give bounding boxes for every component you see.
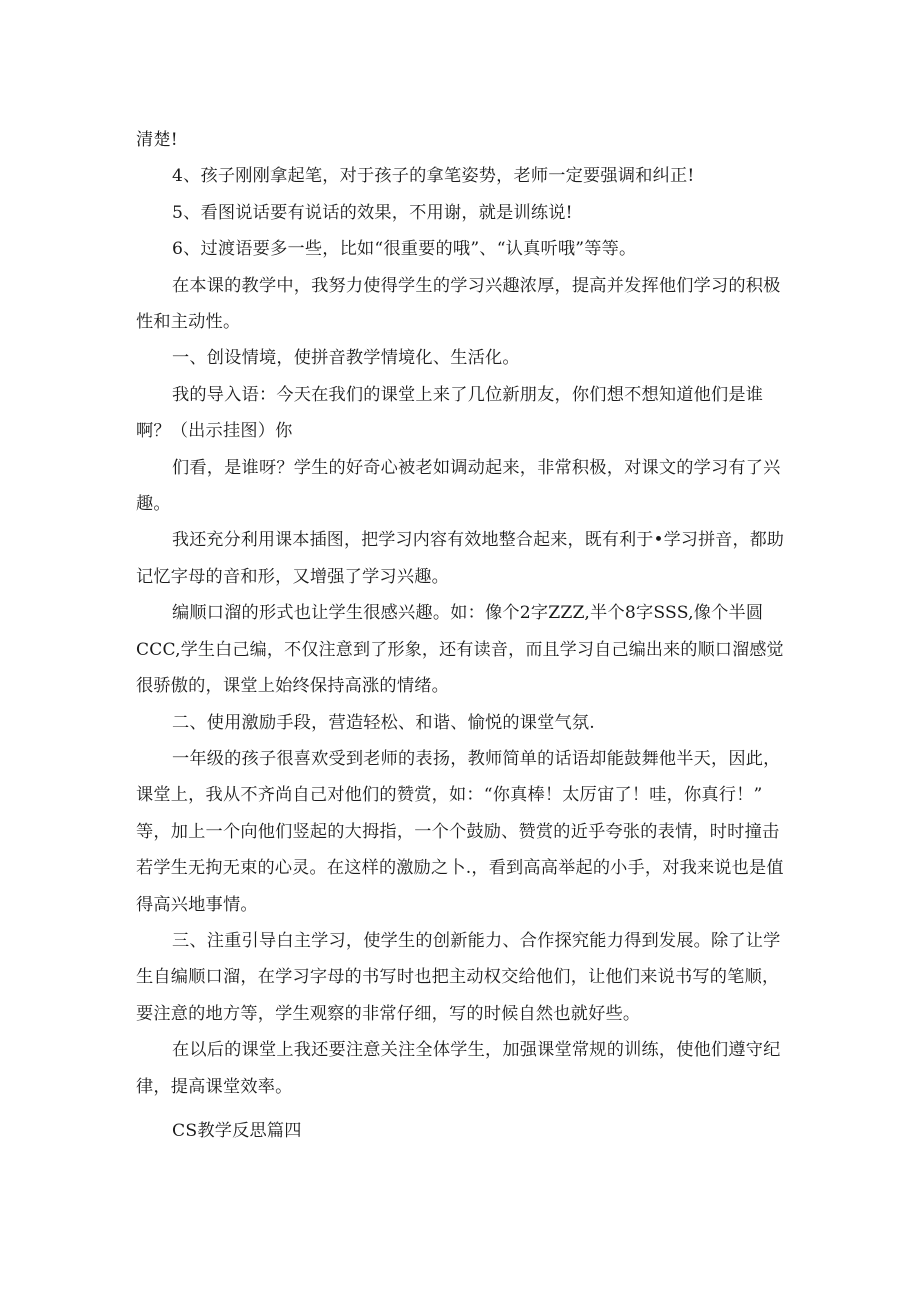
text-line: 在以后的课堂上我还要注意关注全体学生，加强课堂常规的训练，使他们遵守纪 [172,1040,781,1060]
text-line: 们看，是谁呀？学生的好奇心被老如调动起来，非常积极，对课文的学习有了兴 [172,458,781,478]
text-line: 趣。 [136,494,171,514]
text-line: 5、看图说话要有说话的效果，不用谢，就是训练说! [172,203,573,223]
text-line: 6、过渡语要多一些，比如“很重要的哦”、“认真听哦”等等。 [172,239,637,259]
text-line: 编顺口溜的形式也让学生很感兴趣。如：像个2字ZZZ,半个8字SSS,像个半圆 [172,603,764,623]
text-line: 记忆字母的音和形，又增强了学习兴趣。 [136,567,449,587]
text-line: 生自编顺口溜，在学习字母的书写时也把主动权交给他们，让他们来说书写的笔顺， [136,967,780,987]
text-line: 清楚! [136,130,178,150]
text-line: 性和主动性。 [136,312,241,332]
text-line: 课堂上，我从不齐尚自己对他们的赞赏，如：“你真棒！太厉宙了！哇，你真行！” [136,785,763,805]
text-line: 我还充分利用课本插图，把学习内容有效地整合起来，既有利于•学习拼音，都助 [172,530,785,550]
text-line: CCC,学生白己编，不仅注意到了形象，还有读音，而且学习自己编出来的顺口溜感觉 [136,640,784,660]
text-line: 很骄傲的，课堂上始终保持高涨的情绪。 [136,676,449,696]
section-heading: 二、使用激励手段，营造轻松、和谐、愉悦的课堂气氛. [172,713,595,733]
text-line: 等，加上一个向他们竖起的大拇指，一个个鼓励、赞赏的近乎夸张的表情，时时撞击 [136,822,780,842]
text-line: 在本课的教学中，我努力使得学生的学习兴趣浓厚，提高并发挥他们学习的积极 [172,276,781,296]
text-line: 我的导入语：今天在我们的课堂上来了几位新朋友，你们想不想知道他们是谁 [172,385,764,405]
article-title: CS教学反思篇四 [172,1121,302,1141]
text-line: 一年级的孩子很喜欢受到老师的表扬，教师简单的话语却能鼓舞他半天，因此， [172,749,781,769]
text-line: 要注意的地方等，学生观察的非常仔细，写的时候自然也就好些。 [136,1004,641,1024]
text-line: 啊？（出示挂图）你 [136,421,293,441]
text-line: 得高兴地事情。 [136,895,258,915]
section-heading: 一、创设情境，使拼音教学情境化、生活化。 [172,348,520,368]
text-line: 律，提高课堂效率。 [136,1077,293,1097]
section-heading: 三、注重引导白主学习，使学生的创新能力、合作探究能力得到发展。除了让学 [172,931,781,951]
text-line: 若学生无拘无束的心灵。在这样的激励之卜.，看到高高举起的小手，对我来说也是值 [136,858,784,878]
text-line: 4、孩子刚刚拿起笔，对于孩子的拿笔姿势，老师一定要强调和纠正! [172,166,695,186]
